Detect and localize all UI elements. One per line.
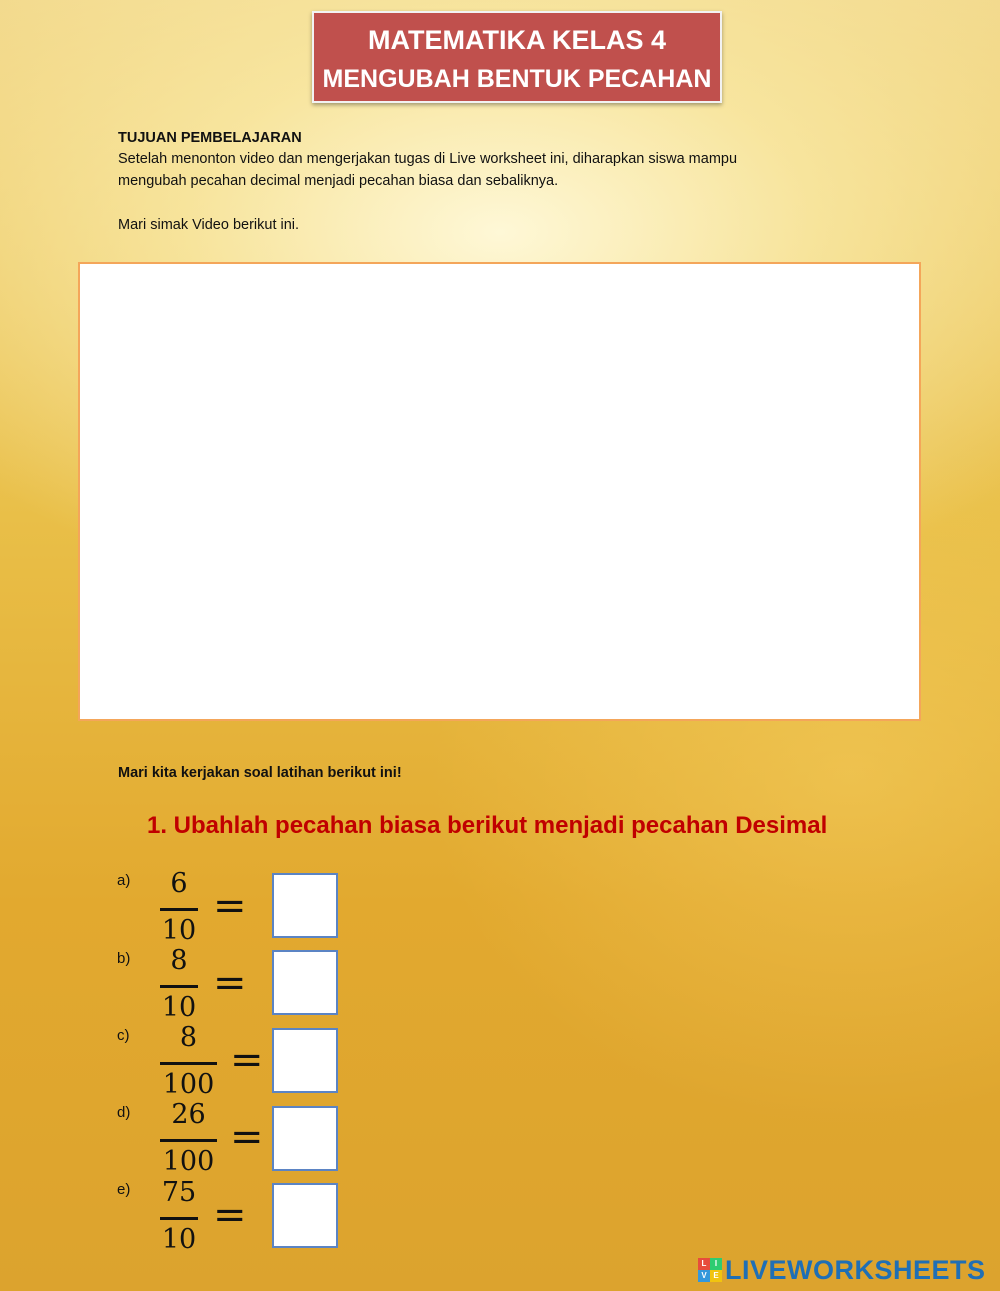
question-label: a)	[117, 872, 131, 889]
fraction	[160, 868, 198, 948]
objectives-line-1: Setelah menonton video dan mengerjakan tugas di Live worksheet ini, diharapkan siswa mampu	[118, 151, 738, 167]
question-label: e)	[117, 1181, 131, 1198]
exercise-prompt: Mari kita kerjakan soal latihan berikut ini!	[118, 765, 402, 781]
section-title: 1. Ubahlah pecahan biasa berikut menjadi pecahan Desimal	[147, 812, 828, 839]
numerator: 75	[161, 1177, 197, 1208]
denominator: 100	[162, 1146, 215, 1177]
logo-letter: L	[698, 1258, 710, 1270]
equals-sign: =	[213, 1192, 247, 1238]
liveworksheets-logo[interactable]	[698, 1256, 986, 1284]
equals-sign: =	[230, 1037, 264, 1083]
equals-sign: =	[230, 1114, 264, 1160]
video-prompt: Mari simak Video berikut ini.	[118, 217, 300, 233]
answer-box[interactable]	[272, 1028, 338, 1093]
denominator: 10	[161, 992, 197, 1023]
answer-box[interactable]	[272, 873, 338, 938]
equals-sign: =	[213, 883, 247, 929]
fraction-bar	[160, 1062, 217, 1065]
objectives-heading: TUJUAN PEMBELAJARAN	[118, 130, 302, 146]
title-box	[312, 11, 722, 103]
fraction	[160, 1177, 198, 1257]
denominator: 10	[161, 1224, 197, 1255]
answer-box[interactable]	[272, 950, 338, 1015]
logo-text: LIVEWORKSHEETS	[725, 1254, 986, 1285]
question-label: c)	[117, 1027, 130, 1044]
equals-sign: =	[213, 960, 247, 1006]
fraction	[160, 1099, 217, 1179]
logo-mark-icon	[698, 1258, 722, 1282]
question-label: b)	[117, 950, 131, 967]
fraction	[160, 1022, 217, 1102]
numerator: 26	[171, 1099, 206, 1130]
logo-letter: I	[710, 1258, 722, 1270]
answer-box[interactable]	[272, 1106, 338, 1171]
title-line-1: MATEMATIKA KELAS 4	[368, 25, 666, 55]
video-embed[interactable]	[78, 262, 921, 721]
numerator: 6	[170, 868, 188, 899]
fraction-bar	[160, 908, 198, 911]
logo-letter: E	[710, 1270, 722, 1282]
fraction-bar	[160, 1139, 217, 1142]
fraction-bar	[160, 1217, 198, 1220]
answer-box[interactable]	[272, 1183, 338, 1248]
numerator: 8	[179, 1022, 198, 1053]
objectives-line-2: mengubah pecahan decimal menjadi pecahan biasa dan sebaliknya.	[118, 173, 559, 189]
fraction-bar	[160, 985, 198, 988]
logo-letter: V	[698, 1270, 710, 1282]
title-line-2: MENGUBAH BENTUK PECAHAN	[322, 65, 712, 93]
denominator: 10	[161, 915, 197, 946]
fraction	[160, 945, 198, 1025]
question-label: d)	[117, 1104, 131, 1121]
numerator: 8	[170, 945, 188, 976]
denominator: 100	[162, 1069, 215, 1100]
